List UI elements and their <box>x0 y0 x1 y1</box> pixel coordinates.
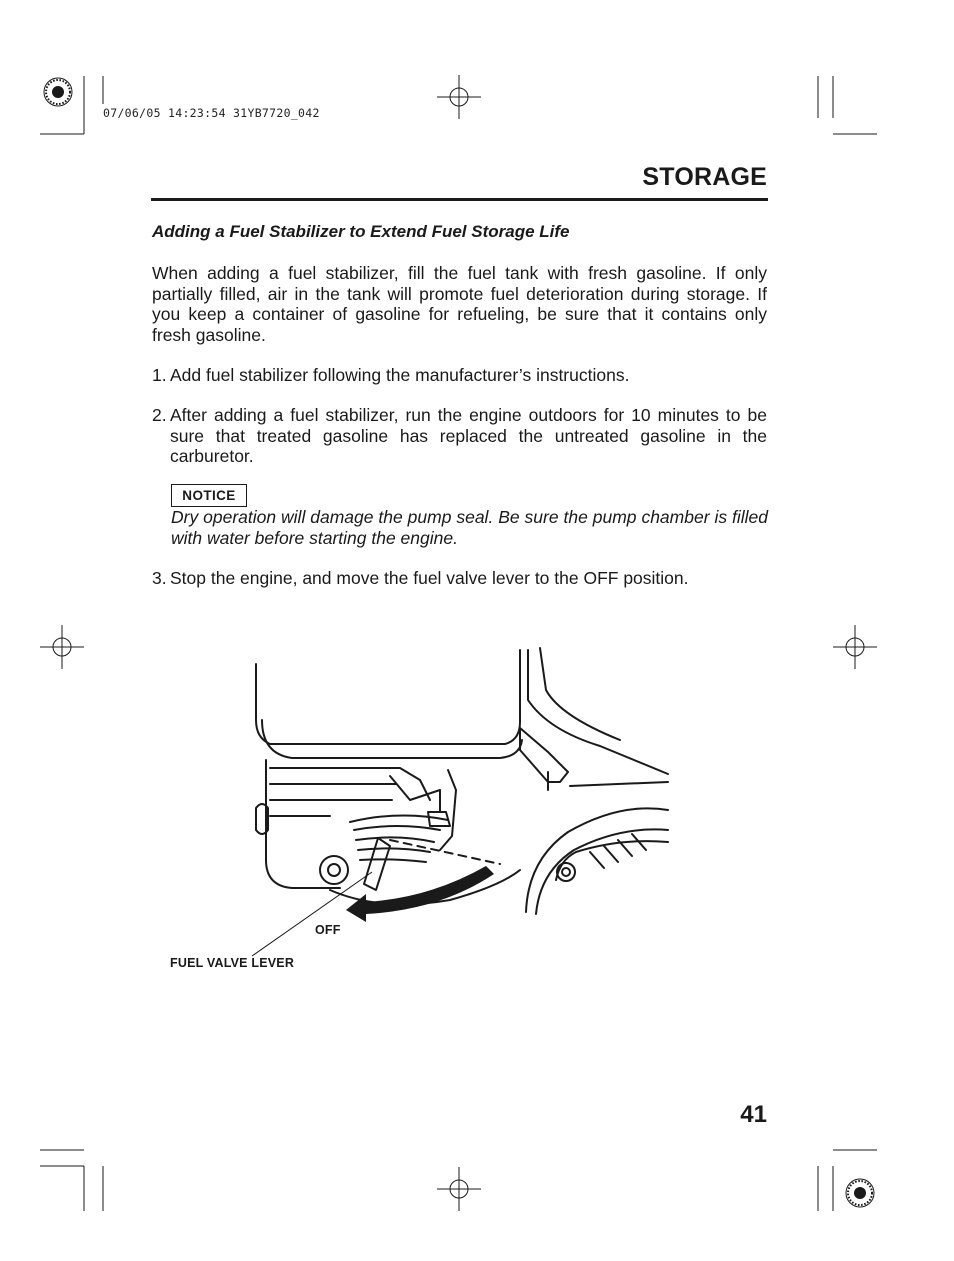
section-title: STORAGE <box>642 163 767 191</box>
step-text: After adding a fuel stabilizer, run the engine outdoors for 10 minutes to be sure that treated gasoline has replaced the untreated gasoline in the carburetor. <box>170 405 767 466</box>
step-number: 1. <box>152 365 167 385</box>
intro-paragraph: When adding a fuel stabilizer, fill the fuel tank with fresh gasoline. If only partially filled, air in the tank will promote fuel deterioration during storage. If you keep a container of gasoline for refueling, be sure that it contains only fresh gasoline. <box>152 263 767 345</box>
printer-stamp: 07/06/05 14:23:54 31YB7720_042 <box>103 106 320 120</box>
subheading: Adding a Fuel Stabilizer to Extend Fuel Storage Life <box>152 222 570 241</box>
off-label: OFF <box>315 923 341 937</box>
notice-badge: NOTICE <box>171 484 247 507</box>
fuel-valve-lever-label: FUEL VALVE LEVER <box>170 956 295 970</box>
page-number: 41 <box>740 1101 767 1128</box>
notice-text: Dry operation will damage the pump seal. Be sure the pump chamber is filled with water before starting the engine. <box>171 507 768 548</box>
step-number: 2. <box>152 405 167 425</box>
step-text: Stop the engine, and move the fuel valve lever to the OFF position. <box>170 568 689 588</box>
step-number: 3. <box>152 568 167 588</box>
step-text: Add fuel stabilizer following the manufacturer’s instructions. <box>170 365 630 385</box>
